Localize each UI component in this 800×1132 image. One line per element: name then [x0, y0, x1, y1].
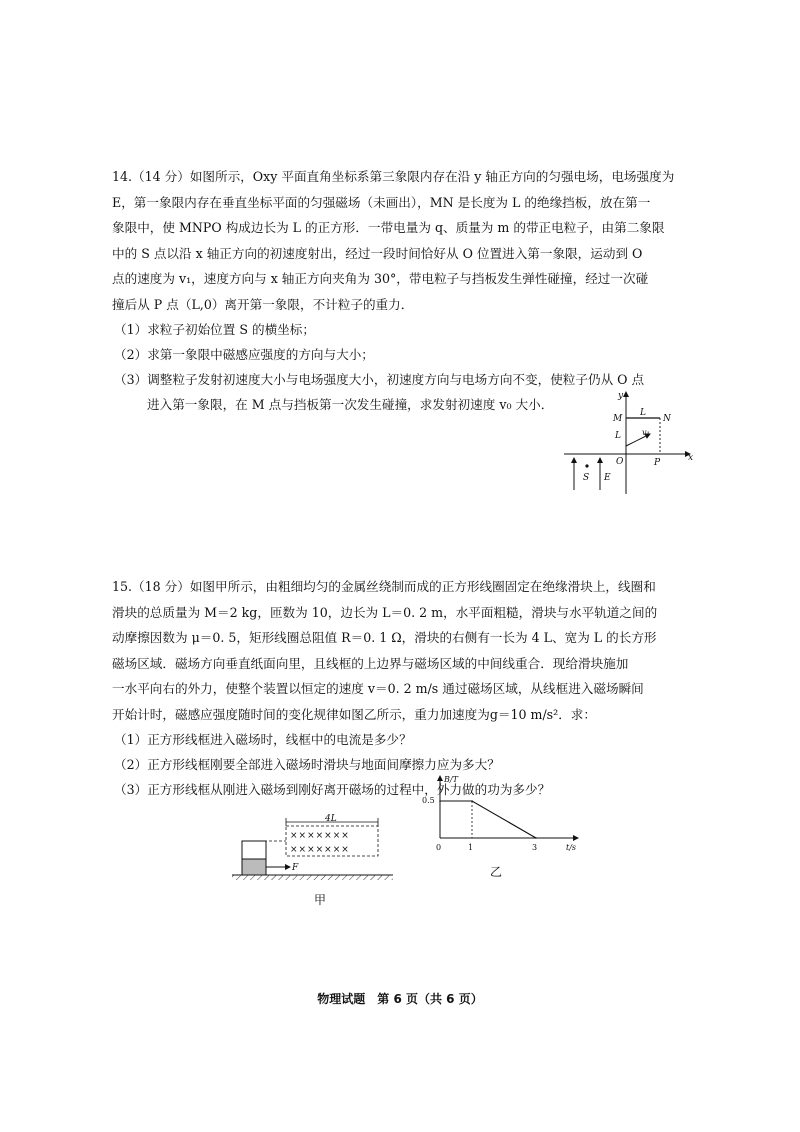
label-l-left: L [615, 431, 621, 441]
label-e: E [604, 473, 611, 483]
page-footer: 物理试题 第 6 页（共 6 页） [317, 992, 483, 1006]
chart-point [471, 800, 473, 802]
label-4l: 4L [325, 814, 337, 824]
q14-line: 象限中，使 MNPO 构成边长为 L 的正方形．一带电量为 q、质量为 m 的带正电粒子，由第二象限 [112, 220, 665, 235]
fig-yi-chart [422, 772, 598, 882]
point-s [585, 464, 588, 467]
label-l-top: L [640, 408, 646, 418]
label-o: O [616, 457, 624, 467]
q14-sub2: （2）求第一象限中磁感应强度的方向与大小； [114, 347, 374, 362]
q15-line: 动摩擦因数为 μ＝0. 5，矩形线圈总阻值 R＝0. 1 Ω，滑块的右侧有一长为 4 L、宽为 L 的长方形 [112, 630, 657, 645]
chart-x-tick: 0 [436, 843, 442, 852]
q14-sub3-b: 进入第一象限，在 M 点与挡板第一次发生碰撞，求发射初速度 v₀ 大小． [147, 397, 554, 412]
chart-x-tick: 1 [468, 843, 474, 852]
chart-point [535, 837, 537, 839]
field-crosses: ××××××× [290, 831, 350, 841]
q14-figure [560, 388, 700, 498]
q14-line: E，第一象限内存在垂直坐标平面的匀强磁场（未画出），MN 是长度为 L 的绝缘挡板，放在第一 [112, 194, 651, 210]
label-n: N [663, 414, 671, 424]
field-crosses: ××××××× [290, 845, 350, 855]
q15-line: 磁场区域．磁场方向垂直纸面向里，且线框的上边界与磁场区域的中间线重合．现给滑块施加 [112, 655, 629, 671]
slider-block [242, 859, 266, 875]
caption-jia: 甲 [314, 893, 327, 907]
label-f: F [292, 863, 299, 873]
chart-x-tick: 3 [532, 843, 538, 852]
label-p: P [654, 458, 661, 468]
q15-line: 一水平向右的外力，使整个装置以恒定的速度 v＝0. 2 m/s 通过磁场区域，从线框进入磁场瞬间 [112, 681, 644, 696]
q15-sub1: （1）正方形线框进入磁场时，线框中的电流是多少？ [114, 732, 412, 747]
chart-ylabel: B/T [444, 775, 458, 784]
label-x: x [688, 453, 694, 463]
q14-sub3-a: （3）调整粒子发射初速度大小与电场强度大小，初速度方向与电场方向不变，使粒子仍从 O 点 [114, 372, 645, 387]
label-s: S [583, 473, 590, 483]
q15-line: 滑块的总质量为 M＝2 kg，匝数为 10，边长为 L＝0. 2 m，水平面粗糙，滑块与水平轨道之间的 [112, 604, 658, 620]
coil [242, 841, 266, 859]
question-14 [112, 164, 698, 317]
q14-sub1: （1）求粒子初始位置 S 的横坐标； [114, 322, 315, 337]
label-v1: v₁ [642, 428, 650, 437]
chart-xlabel: t/s [566, 843, 577, 852]
q14-line: 撞后从 P 点（L,0）离开第一象限，不计粒子的重力． [112, 296, 414, 312]
q15-line: 15.（18 分）如图甲所示，由粗细均匀的金属丝绕制而成的正方形线圈固定在绝缘滑块上，线圈和 [112, 579, 656, 594]
q15-sub3: （3）正方形线框从刚进入磁场到刚好离开磁场的过程中，外力做的功为多少？ [114, 782, 551, 797]
label-m: M [613, 414, 623, 424]
label-y: y [618, 391, 624, 401]
q14-line: 中的 S 点以沿 x 轴正方向的初速度射出，经过一段时间恰好从 O 位置进入第一象限，运动到 O [112, 245, 643, 261]
chart-y-tick: 0.5 [422, 796, 435, 805]
q14-line: 14.（14 分）如图所示，Oxy 平面直角坐标系第三象限内存在沿 y 轴正方向的匀强电场，电场强度为 [112, 169, 675, 184]
q15-line: 开始计时，磁感应强度随时间的变化规律如图乙所示，重力加速度为g＝10 m/s²．求： [112, 706, 596, 722]
fig-jia [228, 810, 418, 910]
caption-yi: 乙 [490, 865, 503, 879]
chart-series-line [440, 801, 536, 838]
q15-sub2: （2）正方形线框刚要全部进入磁场时滑块与地面间摩擦力应为多大？ [114, 757, 500, 772]
chart-point [439, 800, 441, 802]
q14-line: 点的速度为 v₁，速度方向与 x 轴正方向夹角为 30°，带电粒子与挡板发生弹性碰撞，经过一次碰 [112, 271, 649, 286]
question-15 [112, 574, 698, 727]
